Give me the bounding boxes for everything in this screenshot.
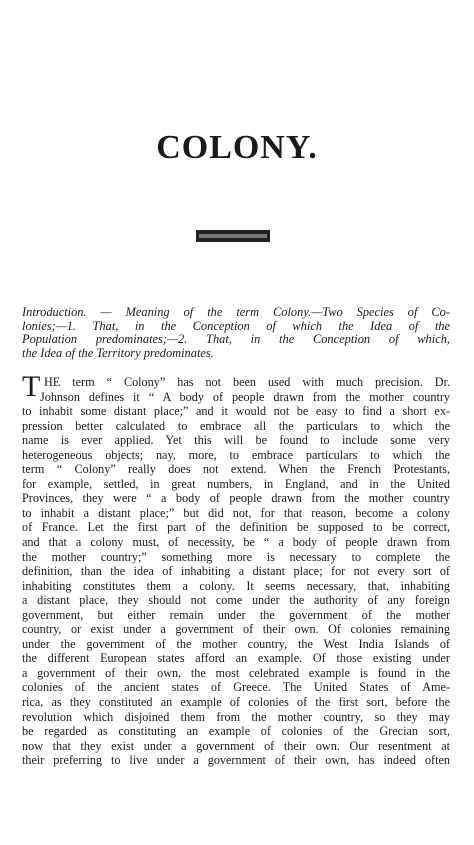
body-line: government, but either remain under the government of the mother [22,607,450,622]
body-line: heterogeneous objects; nay, more, to embrace particulars to which the [22,447,450,462]
body-line: name is ever applied. Yet this will be found to include some very [22,433,450,448]
body-line: Provinces, they were “ a body of people drawn from the mother country [22,491,450,506]
body-line: country, or exist under a government of their own. Of colonies remaining [22,622,450,637]
body-line: definition, than the idea of inhabiting a distant place; for not every sort of [22,564,450,579]
ornament-bar-inner [199,234,267,238]
body-line: the mother country;” something more is necessary to complete the [22,549,450,564]
body-line: of France. Let the first part of the definition be supposed to be correct, [22,520,450,535]
body-line: a distant place, they should not come under the authority of any foreign [22,593,450,608]
page-title: COLONY. [156,129,318,166]
body-line: their preferring to live under a government of their own, has indeed often [22,753,450,768]
body-line: HE term “ Colony” has not been used with much precision. Dr. [44,375,450,389]
body-line: for example, settled, in great numbers, in England, and in the United [22,476,450,491]
contents-line: Introduction. — Meaning of the term Colony.—Two Species of Co- [22,305,450,319]
chapter-contents [22,306,450,360]
body-line: and that a colony must, of necessity, be “ a body of people drawn from [22,535,450,550]
contents-line: lonies;—1. That, in the Conception of which the Idea of the [22,318,450,333]
body-line: under the government of the mother country, the West India Islands of [22,636,450,651]
contents-line: the Idea of the Territory predominates. [22,345,214,360]
body-line: term “ Colony” really does not extend. When the French Protestants, [22,462,450,477]
body-line: be regarded as constituting an example of colonies of the Grecian sort, [22,724,450,739]
body-line: rica, as they constituted an example of colonies of the first sort, before the [22,695,450,710]
ornament-rule [196,230,270,242]
body-line: colonies of the ancient states of Greece. The United States of Ame- [22,680,450,695]
body-line: a government of their own, the most celebrated example is found in the [22,665,450,680]
body-line: to inhabit a distant place;” but did not, for that reason, become a colony [22,505,450,520]
body-line: Johnson defines it “ A body of people drawn from the mother country [40,389,450,404]
body-line: now that they exist under a government of their own. Our resentment at [22,738,450,753]
body-text [22,370,450,768]
body-line: inhabiting constitutes them a colony. It seems necessary, that, inhabiting [22,578,450,593]
body-line: revolution which disjoined them from the mother country, so they may [22,709,450,724]
drop-cap: T [22,370,41,403]
contents-line: Population predominates;—2. That, in the Conception of which, [22,332,450,347]
body-line: to inhabit some distant place;” and it would not be easy to find a short ex- [22,404,450,419]
body-line: the different European states afford an example. Of those existing under [22,651,450,666]
body-line: pression better calculated to embrace all the particulars to which the [22,418,450,433]
